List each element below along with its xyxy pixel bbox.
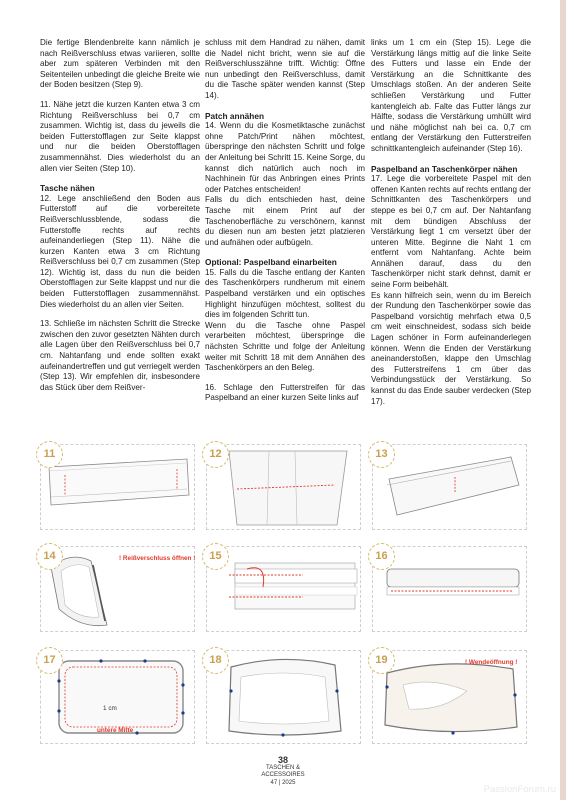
step-number-badge: 15: [202, 543, 229, 570]
figure-step-14: [40, 546, 195, 632]
figure-step-13: [372, 444, 527, 530]
paragraph-step-17: 17. Lege die vorbereitete Paspel mit den offenen Kanten rechts auf rechts entlang der Schnittkanten des Taschenkörpers und steppe es bei 0,7 cm auf. Der Nahtanfang mit dem bündigen Abschluss der Verstärkung liegt 1 cm versetzt über der unteren Mitte. Beginne die Naht 1 cm entfernt vom Nahtanfang. Achte beim Annähen darauf, dass du den Taschenkörper nicht stark dehnst, damit er seine Form beibehält.: [371, 174, 531, 290]
fabric-illustration: [207, 651, 360, 743]
watermark: PassionForum.ru: [483, 784, 556, 795]
magazine-name-line-1: TASCHEN &: [266, 764, 300, 771]
step-number-badge: 18: [202, 647, 229, 674]
step-number-badge: 12: [202, 441, 229, 468]
figure-step-18: [206, 650, 361, 744]
page-number: 38: [277, 755, 288, 765]
fabric-illustration: [207, 547, 360, 631]
step-number-badge: 11: [36, 441, 63, 468]
fabric-illustration: [41, 445, 194, 529]
figure-step-17: [40, 650, 195, 744]
fabric-illustration: [373, 547, 526, 631]
paragraph: Wenn du die Tasche ohne Paspel verarbeiten möchtest, überspringe die nächsten Schritte und folge der Anleitung weiter mit Schritt 18 mit dem Annähen des Taschenkörpers an den Beleg.: [205, 320, 365, 373]
figure-step-11: [40, 444, 195, 530]
text-column-3: [371, 38, 531, 416]
text-column-2: [205, 38, 365, 413]
section-heading: Optional: Paspelband einarbeiten: [205, 257, 337, 268]
paragraph: Die fertige Blendenbreite kann nämlich je nach Reißverschluss etwas variieren, sollte aber zum späteren Verbinden mit den Seitenteilen unbedingt die gleiche Breite wie der Boden besitzen (Step 9).: [40, 38, 200, 90]
step-number-badge: 16: [368, 543, 395, 570]
text-column-1: [40, 38, 200, 402]
measure-label: 1 cm: [103, 705, 117, 712]
paragraph-step-14: 14. Wenn du die Kosmetiktasche zunächst ohne Patch/Print nähen möchtest, überspringe den nächsten Schritt und folge der Anleitung bei Schritt 15. Keine Sorge, du kannst dich natürlich auch noch im Nachhinein für das Anbringen eines Prints oder Patches entscheiden!: [205, 121, 365, 194]
figure-step-12: [206, 444, 361, 530]
side-color-strip: [560, 0, 566, 800]
warning-note: ! Reißverschluss öffnen !: [119, 555, 196, 562]
section-heading: Paspelband an Taschenkörper nähen: [371, 163, 518, 174]
step-number-badge: 19: [368, 647, 395, 674]
figure-step-15: [206, 546, 361, 632]
paragraph: links um 1 cm ein (Step 15). Lege die Verstärkung längs mittig auf die linke Seite des Futters und lasse ein Ende der Verstärkung an die Schnittkante des Umschlags stoßen. An der anderen Seite schließen Verstärkung und Futter kantengleich ab. Falte das Futter längs zur Hälfte, sodass die Verstärkung umhüllt wird und nähe möglichst nah bei ca. 0,7 cm entlang der Verstärkung den Futterstreifen schnittkantengleich aufeinander (Step 16).: [371, 38, 531, 153]
issue-number: 47 | 2025: [270, 779, 296, 786]
warning-note: ! Wendeöffnung !: [465, 659, 518, 666]
section-heading: Patch annähen: [205, 110, 265, 121]
step-number-badge: 14: [36, 543, 63, 570]
paragraph-step-13: 13. Schließe im nächsten Schritt die Strecke zwischen den zuvor gesetzten Nähten durch alle Lagen über den Reißverschluss bei 0,7 cm. Nahtanfang und ende sollten exakt aufeinandertreffen und gut verriegelt werden (Step 13). Wir empfehlen dir, insbesondere das Stück über dem Reißver-: [40, 319, 200, 392]
center-marker-label: untere Mitte: [97, 727, 134, 734]
paragraph-step-16: 16. Schlage den Futterstreifen für das Paspelband an einer kurzen Seite links auf: [205, 382, 365, 403]
paragraph-step-12: 12. Lege anschließend den Boden aus Futterstoff auf die vorbereitete Reißverschlussblende, sodass die Futterstoffe rechts auf rechts aufeinanderliegen (Step 11). Nähe die kurzen Kanten etwa 3 cm Richtung Reißverschluss bei 0,7 cm zusammen (Step 12). Wichtig ist, dass du nun die beiden Oberstofflagen zur Seite klappst und nur die beiden Futterstofflagen zusammennähst. Dies wiederholst du an allen vier Seiten.: [40, 193, 200, 309]
paragraph: Falls du dich entschieden hast, deine Tasche mit einem Print auf der Taschenoberfläche zu verschönern, kannst du diesen nun am besten jetzt platzieren und aufnähen oder aufbügeln.: [205, 195, 365, 247]
paragraph-step-15: 15. Falls du die Tasche entlang der Kanten des Taschenkörpers rundherum mit einem Paspelband verstärken und ein optisches Highlight hinzufügen möchtest, solltest du dies im folgenden Schritt tun.: [205, 267, 365, 320]
figure-step-19: [372, 650, 527, 744]
figure-step-16: [372, 546, 527, 632]
page-folio: [247, 757, 319, 787]
paragraph: schluss mit dem Handrad zu nähen, damit die Nadel nicht bricht, wenn sie auf die Reißverschlusszähne trifft. Wichtig: Öffne nun unbedingt den Reißverschluss, damit du die Tasche später wenden kannst (Step 14).: [205, 38, 365, 100]
fabric-illustration: [207, 445, 360, 529]
step-number-badge: 13: [368, 441, 395, 468]
step-number-badge: 17: [36, 647, 63, 674]
magazine-name-line-2: ACCESSOIRES: [261, 772, 305, 778]
fabric-illustration: [373, 445, 526, 529]
section-heading: Tasche nähen: [40, 183, 95, 194]
paragraph-step-11: 11. Nähe jetzt die kurzen Kanten etwa 3 cm Richtung Reißverschluss bei 0,7 cm zusammen. Wichtig ist, dass du jeweils die beiden Futterstofflagen zur Seite klappst und nur die beiden Oberstofflagen zusammennähst. Dies wiederholst du an allen vier Seiten (Step 10).: [40, 99, 200, 173]
paragraph: Es kann hilfreich sein, wenn du im Bereich der Rundung den Taschenkörper sowie das Paspelband vorsichtig mehrfach etwa 0,5 cm weit einschneidest, sodass sich beide Lagen schöner in Form aufeinanderlegen können. Wenn die Enden der Verstärkung aneinanderstoßen, klappe den Umschlag des Futterstreifens 1 cm über das Verbindungsstück der Verstärkung. So kannst du das Ende sauber verdecken (Step 17).: [371, 290, 531, 406]
